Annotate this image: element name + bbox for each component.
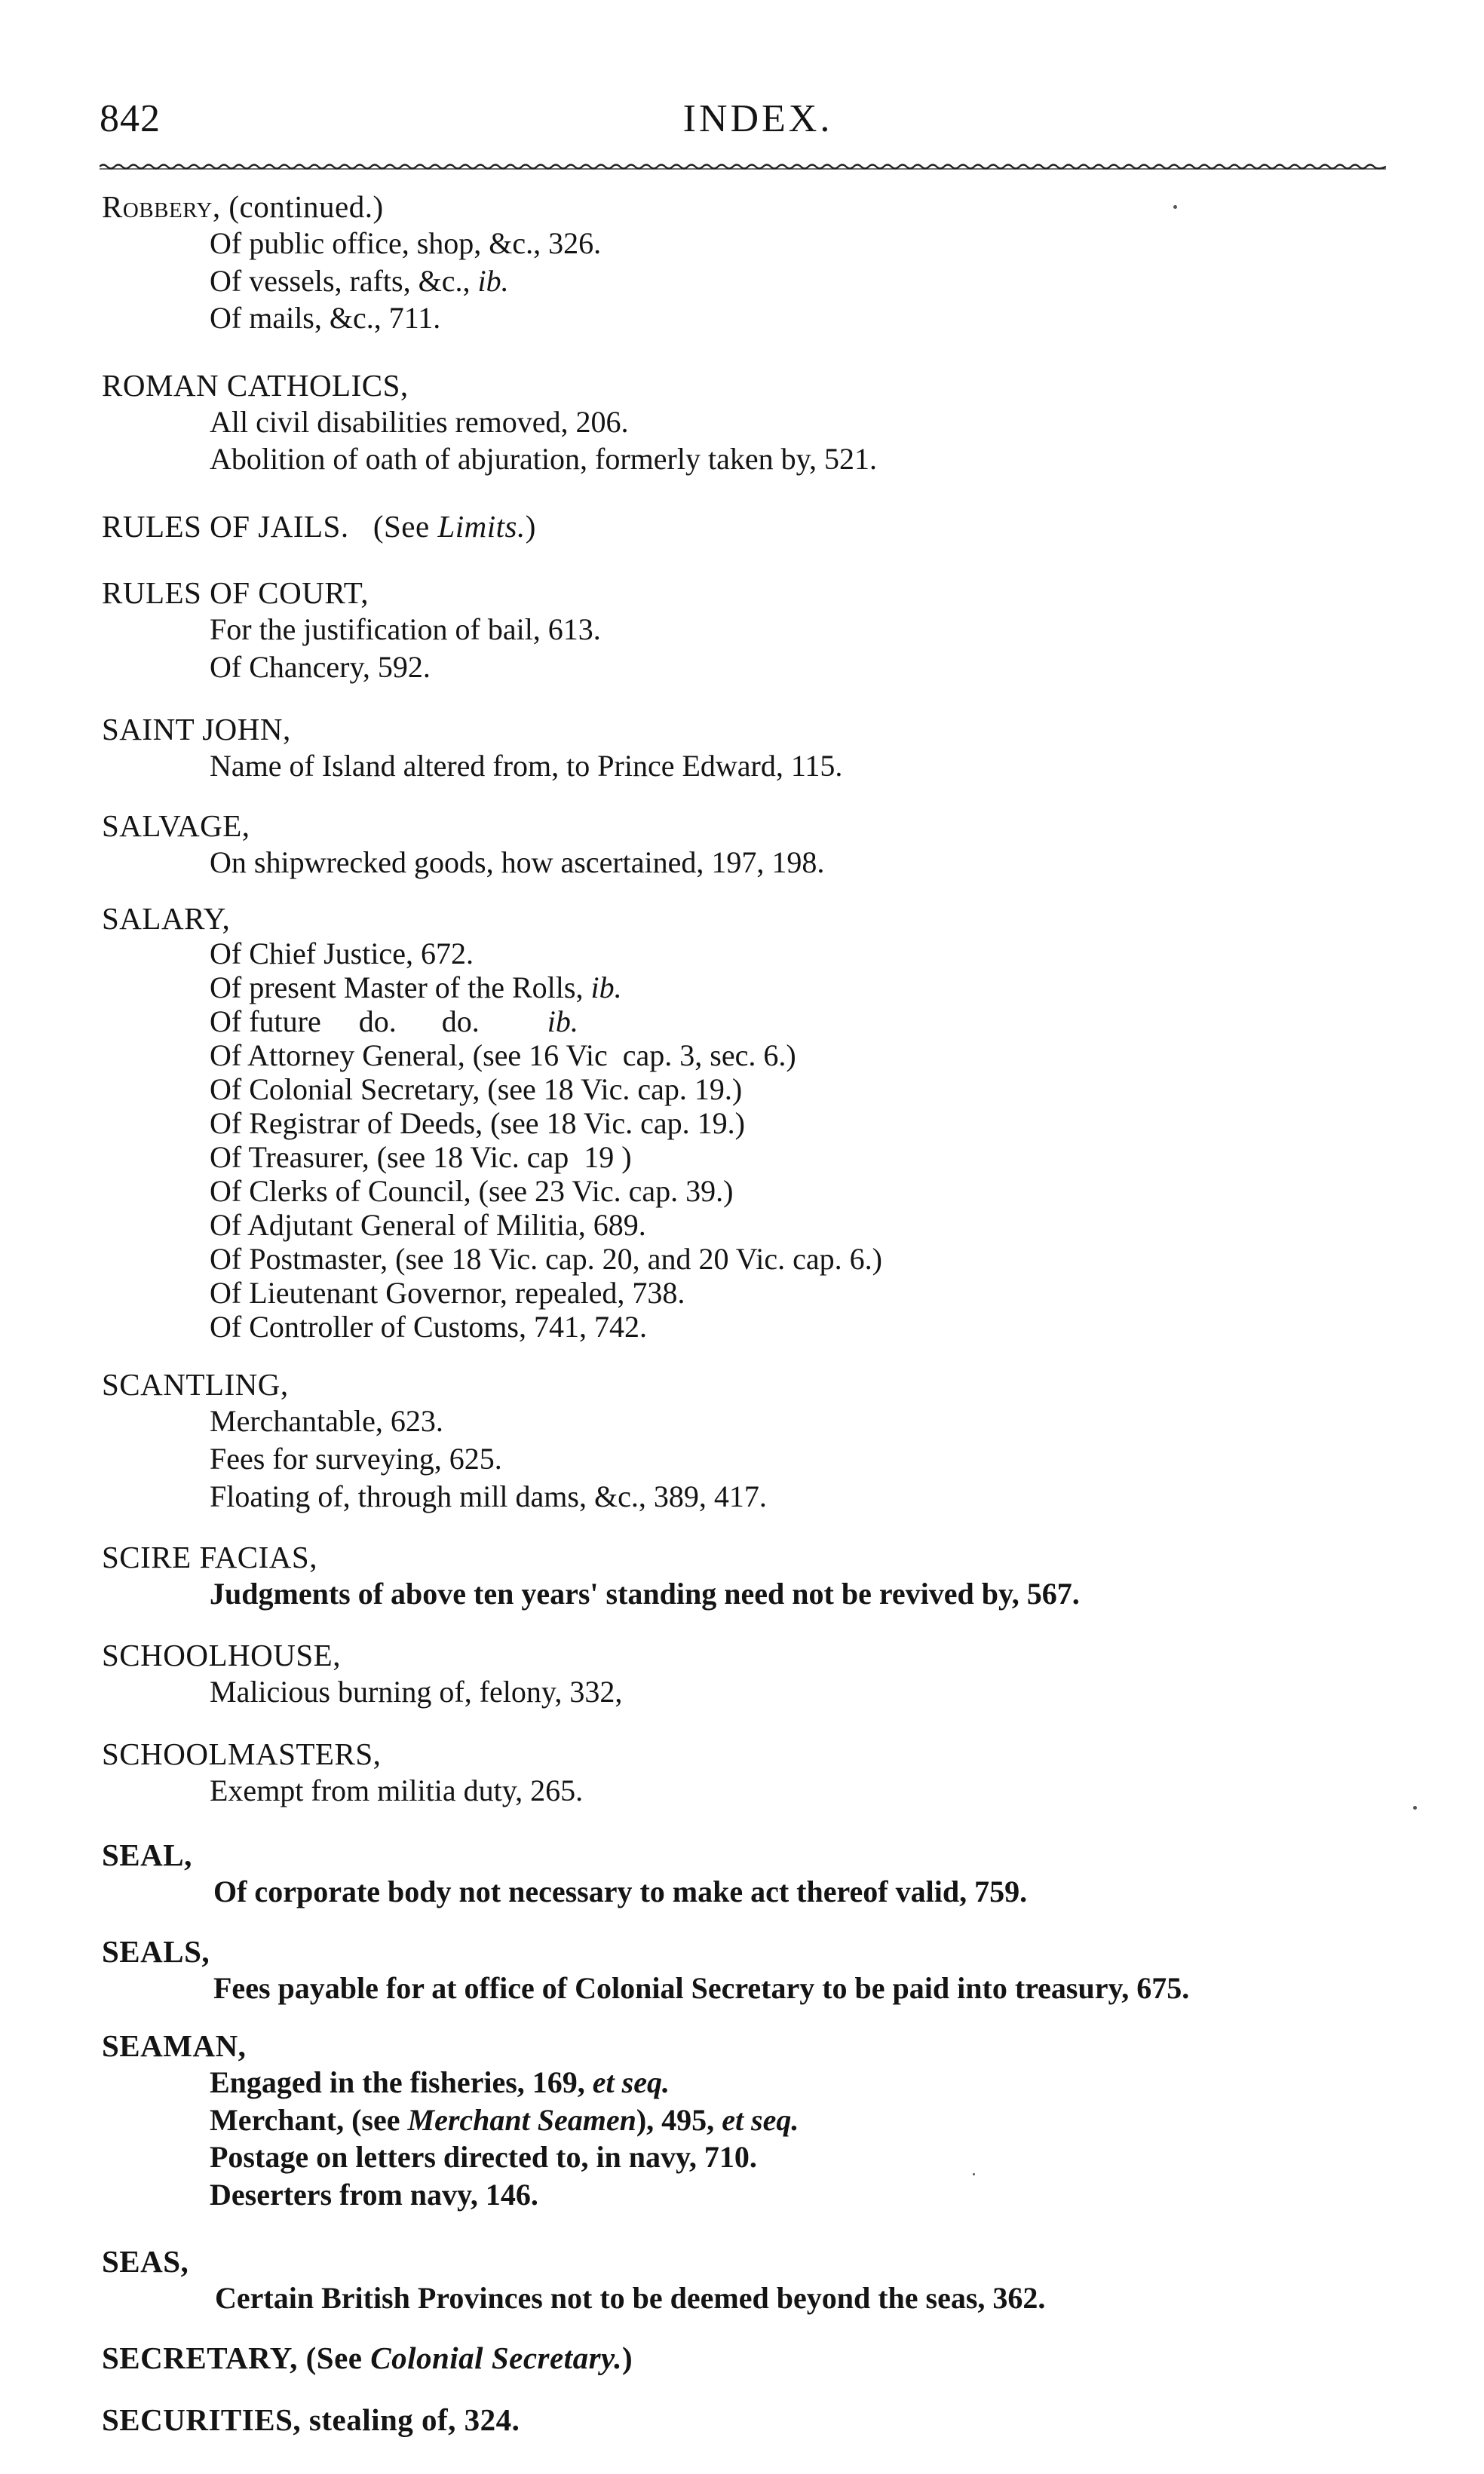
running-head: INDEX. — [682, 97, 833, 140]
index-entry-rules-of-court — [102, 575, 1399, 685]
sub-entry-text: Merchant, (see — [210, 2102, 408, 2137]
index-entry-scantling — [102, 1366, 1399, 1515]
entry-heading: SALARY, — [102, 901, 231, 937]
sub-entry-italic: et seq. — [722, 2102, 799, 2137]
index-entry-seal — [102, 1837, 1399, 1911]
index-entry-roman-catholics — [102, 367, 1399, 478]
sub-entry: Of mails, &c., 711. — [210, 301, 441, 336]
sub-entry: Deserters from navy, 146. — [210, 2177, 538, 2212]
entry-heading: SAINT JOHN, — [102, 712, 291, 747]
heading-suffix: (See — [348, 508, 438, 544]
heading-suffix: (See — [297, 2341, 371, 2376]
sub-entry-text: Engaged in the fisheries, 169, — [210, 2065, 593, 2100]
sub-entry: Of Lieutenant Governor, repealed, 738. — [210, 1276, 685, 1311]
heading-word: SECURITIES, — [102, 2402, 302, 2438]
sub-entry: Of Controller of Customs, 741, 742. — [210, 1310, 647, 1344]
sub-entry: Judgments of above ten years' standing need not be revived by, 567. — [210, 1577, 1080, 1611]
sub-entry — [102, 2064, 1399, 2102]
index-entry-seaman — [102, 2028, 1399, 2213]
sub-entry: Of Adjutant General of Militia, 689. — [210, 1208, 646, 1243]
sub-entry: Certain British Provinces not to be deemed beyond the seas, 362. — [215, 2281, 1046, 2316]
sub-entry: Of Registrar of Deeds, (see 18 Vic. cap. 19.) — [210, 1106, 745, 1141]
entry-heading: SEALS, — [102, 1933, 210, 1969]
heading-suffix: stealing of, 324. — [301, 2402, 520, 2438]
heading-word: RULES OF JAILS. — [102, 508, 349, 544]
index-entry-saint-john — [102, 711, 1399, 785]
entry-heading: SEAMAN, — [102, 2028, 247, 2064]
index-entry-rules-of-jails — [102, 508, 1399, 544]
sub-entry: All civil disabilities removed, 206. — [210, 404, 629, 439]
sub-entry: Of corporate body not necessary to make act thereof valid, 759. — [213, 1874, 1028, 1908]
entry-heading: SCHOOLMASTERS, — [102, 1737, 382, 1772]
sub-entry: Of public office, shop, &c., 326. — [210, 226, 602, 260]
sub-entry: Floating of, through mill dams, &c., 389, 417. — [210, 1479, 767, 1513]
sub-entry: Exempt from militia duty, 265. — [210, 1773, 584, 1808]
heading-close: ) — [525, 508, 536, 544]
index-entry-schoolmasters — [102, 1736, 1399, 1810]
sub-entry: Of Colonial Secretary, (see 18 Vic. cap. 19.) — [210, 1072, 743, 1107]
sub-entry-text: ), 495, — [636, 2102, 722, 2137]
entry-heading — [102, 508, 1399, 544]
header-rule — [100, 162, 1386, 171]
sub-entry: Of Attorney General, (see 16 Vic cap. 3, sec. 6.) — [210, 1038, 796, 1073]
index-entry-seals — [102, 1933, 1399, 2007]
sub-entry: Malicious burning of, felony, 332, — [210, 1674, 623, 1709]
cross-reference: Colonial Secretary. — [370, 2341, 622, 2376]
sub-entry: Of Clerks of Council, (see 23 Vic. cap. 39.) — [210, 1174, 734, 1209]
sub-entry: Abolition of oath of abjuration, formerly taken by, 521. — [210, 442, 877, 477]
sub-entry — [102, 970, 1399, 1004]
sub-entry: Fees for surveying, 625. — [210, 1441, 502, 1476]
index-entry-seas — [102, 2243, 1399, 2317]
heading-close: ) — [621, 2341, 633, 2376]
sub-entry: Fees payable for at office of Colonial Secretary to be paid into treasury, 675. — [213, 1970, 1190, 2005]
entry-heading: SEAS, — [102, 2244, 189, 2279]
entry-heading: ROMAN CATHOLICS, — [102, 367, 409, 403]
sub-entry: Of Treasurer, (see 18 Vic. cap 19 ) — [210, 1140, 632, 1175]
entry-heading: SEAL, — [102, 1837, 192, 1872]
sub-entry: Of Chief Justice, 672. — [210, 937, 474, 971]
sub-entry-text: Of present Master of the Rolls, — [210, 970, 591, 1005]
sub-entry-italic: ib. — [477, 263, 509, 298]
index-entry-scire-facias — [102, 1539, 1399, 1613]
entry-heading — [102, 2402, 1399, 2438]
sub-entry-text: Of future do. do. — [210, 1004, 547, 1039]
index-entry-robbery — [102, 189, 1399, 337]
index-entry-salvage — [102, 808, 1399, 881]
sub-entry: Postage on letters directed to, in navy, 710. — [210, 2140, 757, 2175]
page-header — [100, 89, 1386, 149]
entry-heading: SCIRE FACIAS, — [102, 1540, 317, 1575]
entry-heading: SCHOOLHOUSE, — [102, 1637, 341, 1672]
cross-reference: Merchant Seamen — [407, 2102, 636, 2137]
speck-mark — [1413, 1806, 1417, 1810]
entry-heading: SALVAGE, — [102, 808, 250, 843]
index-entry-securities — [102, 2402, 1399, 2438]
sub-entry: Merchantable, 623. — [210, 1404, 443, 1439]
sub-entry-text: Of vessels, rafts, &c., — [210, 263, 478, 298]
heading-word: SECRETARY, — [102, 2341, 298, 2376]
sub-entry-italic: et seq. — [592, 2065, 670, 2100]
sub-entry — [102, 262, 1399, 300]
entry-heading — [102, 2340, 1399, 2376]
page-number: 842 — [100, 97, 161, 140]
entry-heading — [102, 189, 1399, 225]
index-entry-secretary — [102, 2340, 1399, 2376]
index-entry-schoolhouse — [102, 1637, 1399, 1711]
sub-entry-italic: ib. — [547, 1004, 578, 1039]
cross-reference: Limits. — [437, 508, 526, 544]
sub-entry: Name of Island altered from, to Prince Edward, 115. — [210, 749, 843, 783]
sub-entry-italic: ib. — [590, 970, 622, 1005]
sub-entry — [102, 2102, 1399, 2139]
sub-entry: Of Postmaster, (see 18 Vic. cap. 20, and 20 Vic. cap. 6.) — [210, 1242, 882, 1277]
heading-word: Robbery, — [102, 189, 221, 224]
index-entries — [102, 189, 1399, 2465]
entry-heading: SCANTLING, — [102, 1367, 289, 1403]
sub-entry: Of Chancery, 592. — [210, 649, 431, 684]
entry-heading: RULES OF COURT, — [102, 575, 369, 610]
sub-entry — [102, 1004, 1399, 1038]
sub-entry: On shipwrecked goods, how ascertained, 197, 198. — [210, 845, 825, 879]
sub-entry: For the justification of bail, 613. — [210, 612, 601, 646]
heading-suffix: (continued.) — [220, 189, 384, 224]
index-entry-salary — [102, 900, 1399, 1344]
